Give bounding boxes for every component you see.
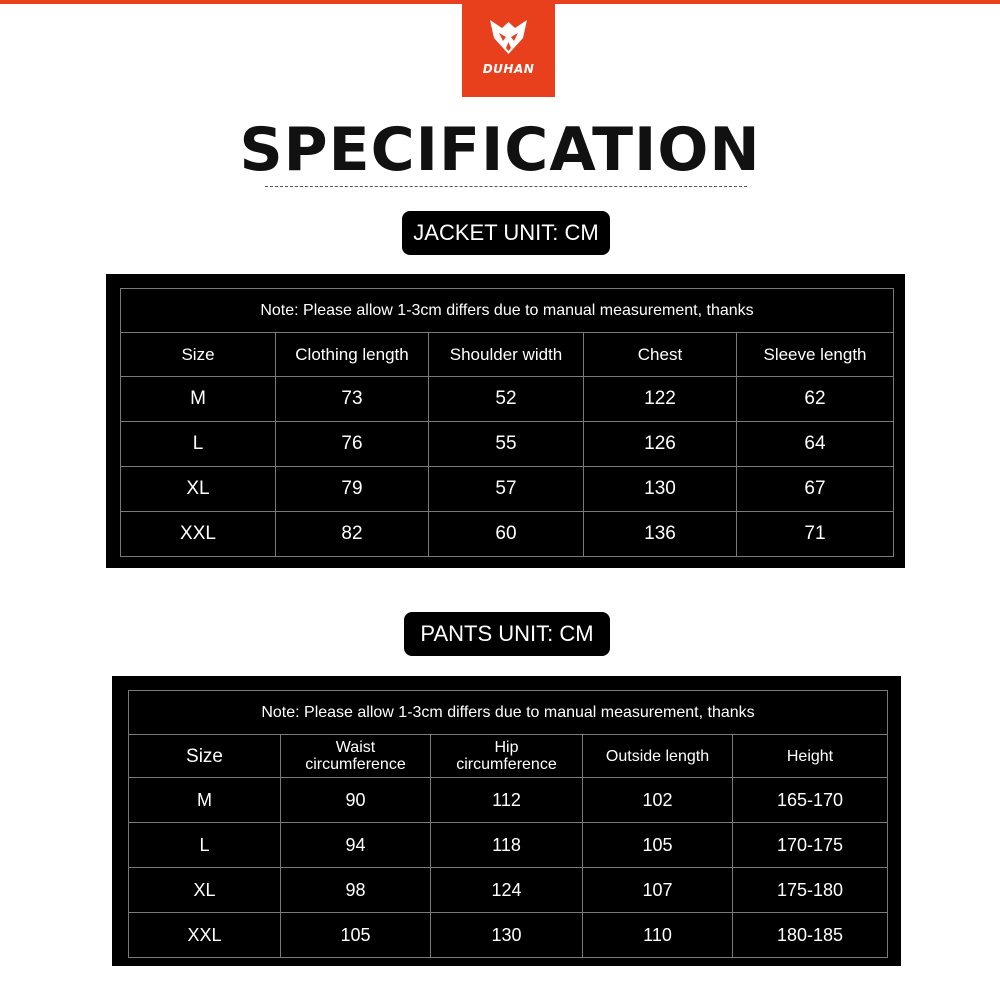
jacket-table-row — [121, 467, 894, 512]
jacket-value-cell: 130 — [584, 467, 737, 512]
pants-table-row — [129, 823, 888, 868]
jacket-table-row — [121, 422, 894, 467]
pants-value-cell: 90 — [281, 778, 431, 823]
pants-value-cell: 180-185 — [733, 913, 888, 958]
jacket-value-cell: 136 — [584, 512, 737, 557]
pants-value-cell: 124 — [431, 868, 583, 913]
pants-note: Note: Please allow 1-3cm differs due to manual measurement, thanks — [129, 691, 888, 735]
jacket-note: Note: Please allow 1-3cm differs due to manual measurement, thanks — [121, 289, 894, 333]
pants-value-cell: 112 — [431, 778, 583, 823]
pants-value-cell: 165-170 — [733, 778, 888, 823]
jacket-value-cell: 126 — [584, 422, 737, 467]
jacket-value-cell: 55 — [429, 422, 584, 467]
title-divider — [265, 186, 747, 187]
pants-value-cell: 98 — [281, 868, 431, 913]
page-title: SPECIFICATION — [239, 115, 761, 185]
pants-size-chart — [112, 676, 901, 966]
jacket-value-cell: 122 — [584, 377, 737, 422]
jacket-value-cell: 57 — [429, 467, 584, 512]
pants-table-row — [129, 913, 888, 958]
pants-note-row — [129, 691, 888, 735]
jacket-value-cell: 82 — [276, 512, 429, 557]
pants-value-cell: 118 — [431, 823, 583, 868]
jacket-size-cell: XL — [121, 467, 276, 512]
jacket-column-header: Shoulder width — [429, 333, 584, 377]
jacket-value-cell: 52 — [429, 377, 584, 422]
jacket-value-cell: 64 — [737, 422, 894, 467]
pants-value-cell: 102 — [583, 778, 733, 823]
pants-value-cell: 105 — [281, 913, 431, 958]
jacket-size-cell: L — [121, 422, 276, 467]
pants-size-cell: XL — [129, 868, 281, 913]
pants-column-header: Size — [129, 735, 281, 778]
jacket-header-row — [121, 333, 894, 377]
pants-size-table — [128, 690, 888, 958]
jacket-note-row — [121, 289, 894, 333]
pants-size-cell: XXL — [129, 913, 281, 958]
jacket-value-cell: 60 — [429, 512, 584, 557]
jacket-size-cell: XXL — [121, 512, 276, 557]
pants-value-cell: 94 — [281, 823, 431, 868]
pants-value-cell: 170-175 — [733, 823, 888, 868]
pants-column-header: Hip circumference — [431, 735, 583, 778]
pants-table-row — [129, 868, 888, 913]
pants-value-cell: 130 — [431, 913, 583, 958]
jacket-column-header: Clothing length — [276, 333, 429, 377]
jacket-table-row — [121, 377, 894, 422]
jacket-size-chart — [106, 274, 905, 568]
jacket-value-cell: 67 — [737, 467, 894, 512]
pants-size-cell: M — [129, 778, 281, 823]
jacket-value-cell: 79 — [276, 467, 429, 512]
jacket-unit-label: JACKET UNIT: CM — [402, 211, 610, 255]
pants-value-cell: 107 — [583, 868, 733, 913]
pants-header-row — [129, 735, 888, 778]
jacket-value-cell: 76 — [276, 422, 429, 467]
pants-unit-label: PANTS UNIT: CM — [404, 612, 610, 656]
pants-column-header: Waist circumference — [281, 735, 431, 778]
jacket-column-header: Sleeve length — [737, 333, 894, 377]
pants-column-header: Outside length — [583, 735, 733, 778]
jacket-column-header: Chest — [584, 333, 737, 377]
jacket-value-cell: 71 — [737, 512, 894, 557]
pants-value-cell: 110 — [583, 913, 733, 958]
jacket-size-table — [120, 288, 894, 557]
jacket-value-cell: 62 — [737, 377, 894, 422]
jacket-value-cell: 73 — [276, 377, 429, 422]
jacket-column-header: Size — [121, 333, 276, 377]
brand-name: DUHAN — [482, 62, 535, 76]
brand-logo — [462, 0, 555, 97]
pants-value-cell: 105 — [583, 823, 733, 868]
pants-column-header: Height — [733, 735, 888, 778]
jacket-size-cell: M — [121, 377, 276, 422]
pants-size-cell: L — [129, 823, 281, 868]
pants-table-row — [129, 778, 888, 823]
pants-value-cell: 175-180 — [733, 868, 888, 913]
fox-head-icon — [488, 18, 529, 56]
jacket-table-row — [121, 512, 894, 557]
